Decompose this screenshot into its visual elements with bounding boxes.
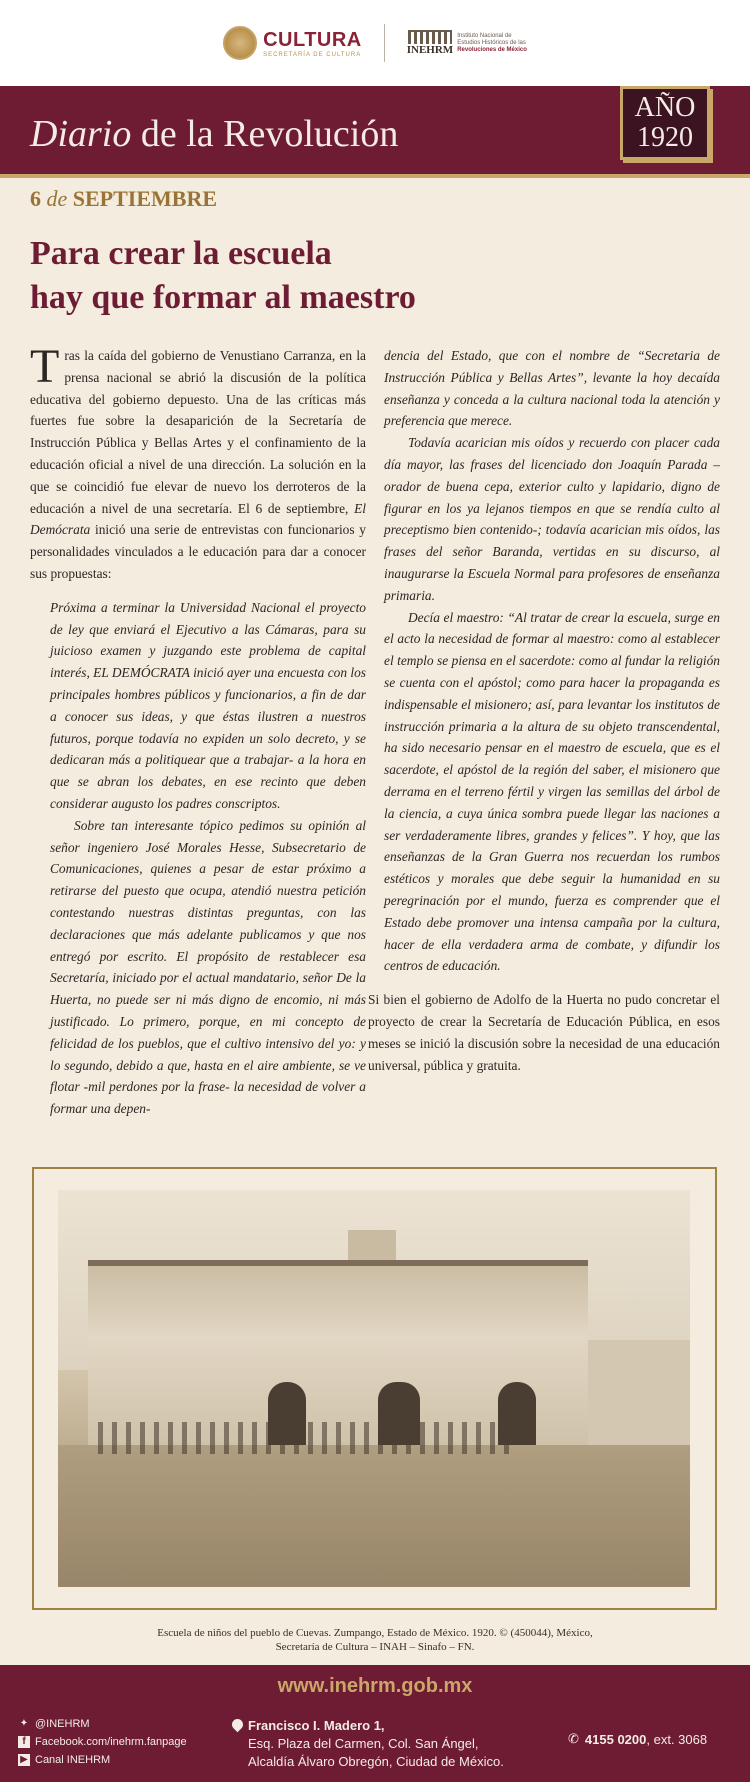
phone-contact[interactable]: [568, 1731, 707, 1747]
newspaper-name: El Demócrata: [30, 500, 366, 538]
address-line: Alcaldía Álvaro Obregón, Ciudad de México.: [248, 1754, 504, 1769]
entry-date: [30, 186, 217, 212]
left-column: [30, 340, 366, 1120]
twitter-link[interactable]: [18, 1715, 187, 1733]
quote-paragraph: Todavía acarician mis oídos y recuerdo con placer cada día mayor, las frases del licenciado don Joaquín Parada –orador de buena cepa, exterior culto y lapidario, digno de figurar en los ya lejanos tiempos en que se rendía culto al preceptismo bien contenido-; todavía acarician mis oídos, las frases del señor Baranda, vertidas en su discurso, al inaugurarse la Escuela Normal para profesores de enseñanza primaria.: [384, 435, 720, 603]
inehrm-desc-line: Instituto Nacional de: [457, 32, 512, 39]
article-headline: [30, 232, 550, 320]
year-label: AÑO: [634, 92, 696, 123]
publication-title: [30, 112, 398, 156]
intro-paragraph: [30, 340, 366, 585]
facebook-icon: f: [18, 1736, 30, 1748]
quote-paragraph: Decía el maestro: “Al tratar de crear la escuela, surge en el acto la necesidad de formar al maestro: como al establecer el templo se piensa en el sacerdote: como al fundar la religión se cuenta con el apóstol; como para hacer la propaganda es indispensable el misionero; así, para levantar los institutos de instrucción primaria a la altura de su objeto transcendental, ha sido necesario pensar en el maestro de escuela, que es el sacerdote, el apóstol de la región del saber, el misionero que derrama en el terreno fértil y virgen las semillas del árbol de la ciencia, a cuya única sombra puede llegar las naciones a ser verdaderamente libres, grandes y felices”. Y hoy, que las enseñanzas de la Gran Guerra nos recuerdan los rumbos estéticos y morales que debe seguir la humanidad en su peregrinación por el mundo, fuerza es comprender que el Estado debe promover una intensa campaña por la cultura, hacer de ella verdadera arma de combate, y difundir los centros de educación.: [384, 609, 720, 974]
quote-paragraph: Sobre tan interesante tópico pedimos su opinión al señor ingeniero José Morales Hesse, Subsecretario de Comunicaciones, quienes a pesar de estar próximo a retirarse del puesto que ocupa, atendió nuestra petición contestando nuestras distintas preguntas, con las declaraciones que más adelante publicamos y que nos entregó por escrito. El propósito de restablecer esa Secretaría, iniciado por el actual mandatario, señor De la Huerta, no puede ser ni más digno de encomio, ni más justificado. Lo primero, porque, en mi concepto de felicidad de los pueblos, que el cultivo intensivo del yo: y lo segundo, debido a que, hasta en el aire ambiente, se ve flotar -mil perdones por la frase- la necesidad de volver a formar una depen-: [50, 817, 366, 1117]
quote-paragraph: Próxima a terminar la Universidad Nacional el proyecto de ley que enviará el Ejecutivo a las Cámaras, para su juicioso examen y juzgando este problema de capital interés, EL DEMÓCRATA inició ayer una encuesta con los principales hombres públicos y funcionarios, a fin de dar a conocer sus ideas, y que éstas ilustren a nuestros futuros, porque todavía no expiden un solo decreto, y se dedicaran más a politiquear que a trabajar- a la hora en que se abran los debates, en ese recinto que deben considerar augusto los padres conscriptos.: [50, 599, 366, 811]
phone-number: 4155 0200: [584, 1731, 647, 1747]
headline-line: Para crear la escuela: [30, 235, 332, 272]
photo-wall: [588, 1340, 690, 1445]
phone-extension: , ext. 3068: [646, 1731, 708, 1747]
closing-paragraph: Si bien el gobierno de Adolfo de la Huerta no pudo concretar el proyecto de crear la Secretaría de Educación Pública, en esos meses se inició la discusión sobre la necesidad de una educación universal, pública y gratuita.: [368, 992, 720, 1073]
address-line: Esq. Plaza del Carmen, Col. San Ángel,: [248, 1736, 479, 1751]
youtube-icon: ▶: [18, 1754, 30, 1766]
photo-ground: [58, 1445, 690, 1587]
location-pin-icon: [230, 1717, 246, 1733]
drop-cap: T: [30, 340, 60, 393]
title-rest: de la Revolución: [131, 113, 399, 155]
phone-icon: ✆: [568, 1731, 579, 1746]
historical-photo: [58, 1190, 690, 1587]
address: [248, 1717, 504, 1771]
youtube-link[interactable]: [18, 1751, 187, 1769]
year-value: 1920: [637, 122, 693, 153]
quote-paragraph: dencia del Estado, que con el nombre de “Secretaria de Instrucción Pública y Bellas Artes”, levante la hoy decaída enseñanza y conceda a la cultura nacional toda la atención y preferencia que merece.: [384, 348, 720, 429]
building-icon: [408, 30, 452, 44]
youtube-channel: Canal INEHRM: [35, 1754, 111, 1766]
photo-people: [98, 1422, 518, 1454]
cultura-subtitle: SECRETARÍA DE CULTURA: [263, 51, 362, 58]
headline-line: hay que formar al maestro: [30, 279, 416, 316]
year-badge: [620, 86, 710, 160]
intro-text: ras la caída del gobierno de Venustiano Carranza, en la prensa nacional se abrió la discusión de la política educativa del gobierno depuesto. Una de las críticas más fuertes fue sobre la desaparición de la Secretaría de Instrucción Pública y Bellas Artes y el confinamiento de la educación oficial a nivel de una dirección. La solución en la que se coincidió fue elevar de nuevo los derroteros de la educación a nivel de una secretaría. El 6 de septiembre,: [30, 348, 366, 516]
title-italic: Diario: [30, 113, 132, 155]
mexico-seal-icon: [223, 26, 257, 60]
logo-divider: [384, 24, 385, 62]
photo-caption: [60, 1626, 690, 1654]
cultura-logo[interactable]: [223, 26, 362, 60]
facebook-link[interactable]: [18, 1733, 187, 1751]
quoted-interview: [30, 597, 366, 1120]
right-column: [368, 345, 720, 1076]
inehrm-desc-line: Revoluciones de México: [457, 46, 527, 53]
gold-divider: [0, 174, 750, 178]
inehrm-desc-line: Estudios Históricos de las: [457, 39, 526, 46]
address-street: Francisco I. Madero 1,: [248, 1718, 385, 1733]
cultura-wordmark: CULTURA: [263, 28, 362, 51]
inehrm-description: [457, 33, 527, 54]
twitter-icon: ✦: [19, 1718, 29, 1729]
facebook-url: Facebook.com/inehrm.fanpage: [35, 1736, 187, 1748]
inehrm-logo[interactable]: [407, 30, 527, 56]
caption-line: Secretaría de Cultura – INAH – Sinafo – FN.: [275, 1641, 475, 1653]
footer: [0, 1665, 750, 1782]
date-day: 6: [30, 186, 41, 211]
date-de: de: [41, 186, 73, 211]
caption-line: Escuela de niños del pueblo de Cuevas. Zumpango, Estado de México. 1920. © (450044), México,: [157, 1627, 593, 1639]
inehrm-wordmark: INEHRM: [406, 44, 454, 56]
social-links: [18, 1715, 187, 1769]
website-link[interactable]: www.inehrm.gob.mx: [277, 1675, 473, 1697]
date-month: SEPTIEMBRE: [72, 186, 218, 211]
quoted-interview-continued: [384, 345, 720, 977]
header-logos: [0, 0, 750, 86]
twitter-handle: @INEHRM: [35, 1718, 90, 1730]
intro-text-end: inició una serie de entrevistas con funcionarios y personalidades vinculados a le educación para dar a conocer sus propuestas:: [30, 522, 366, 581]
